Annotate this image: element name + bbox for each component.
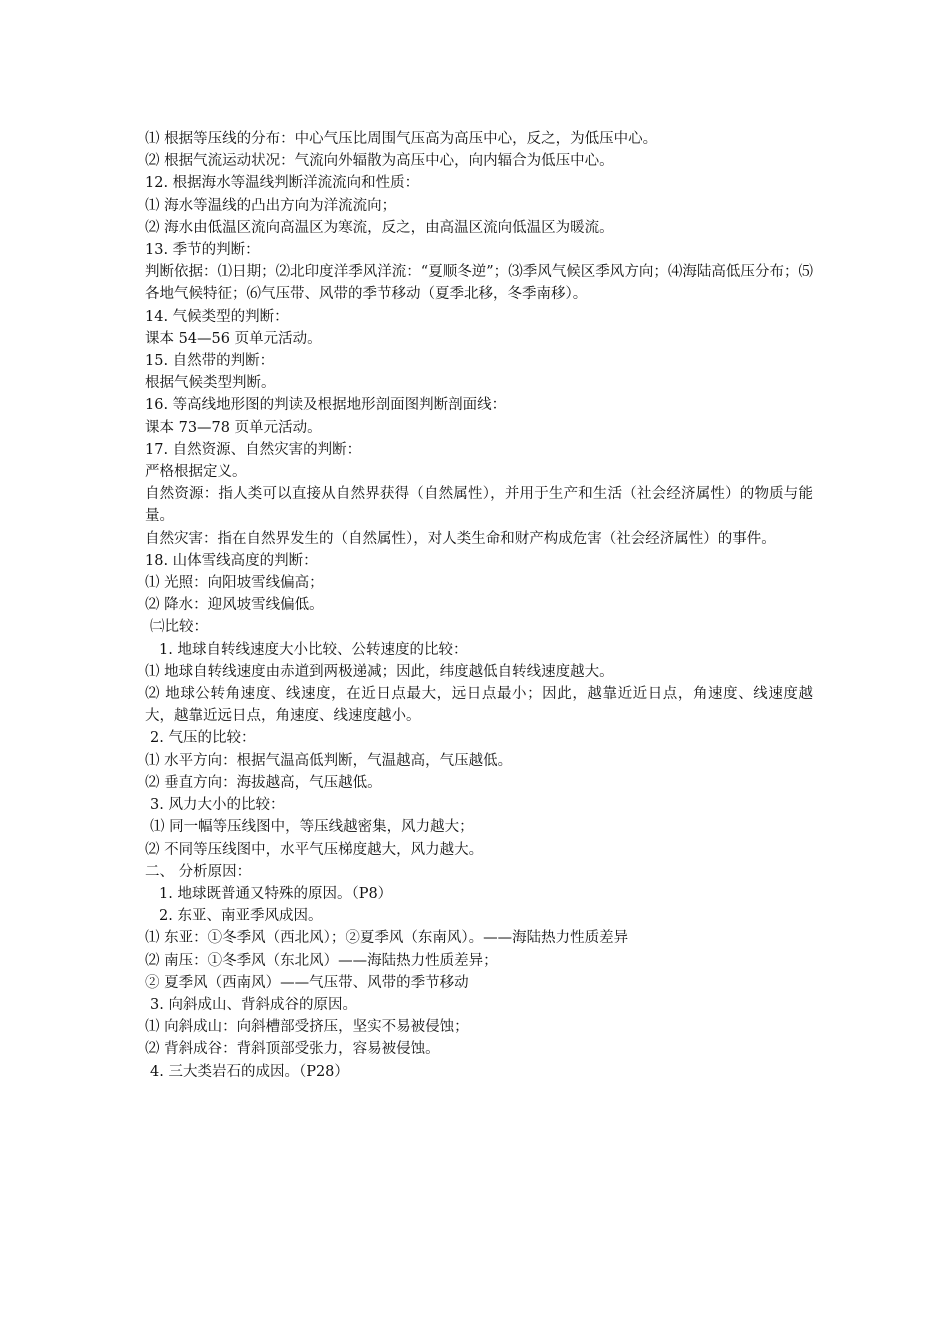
section-heading: 17. 自然资源、自然灾害的判断： [145,441,362,458]
section-heading: ㈡比较： [150,619,208,636]
text-line: ⑵ 不同等压线图中，水平气压梯度越大，风力越大。 [145,841,484,858]
text-line: ⑴ 海水等温线的凸出方向为洋流流向； [145,197,397,214]
text-line: 严格根据定义。 [145,464,247,481]
document-page [145,128,813,1083]
text-line: ⑴ 水平方向：根据气温高低判断，气温越高，气压越低。 [145,752,513,769]
text-line: ⑵ 垂直方向：海拔越高，气压越低。 [145,774,382,791]
text-line: ⑴ 向斜成山：向斜槽部受挤压，坚实不易被侵蚀； [145,1019,469,1036]
section-heading: 13. 季节的判断： [145,242,260,259]
section-heading: 14. 气候类型的判断： [145,308,289,325]
text-line: ⑵ 降水：迎风坡雪线偏低。 [145,597,324,614]
text-line: 课本 54—56 页单元活动。 [145,330,322,347]
section-heading: 二、 分析原因： [145,863,252,880]
text-line: ② 夏季风（西南风）——气压带、风带的季节移动 [145,974,469,991]
section-heading: 3. 向斜成山、背斜成谷的原因。 [150,996,357,1013]
paragraph: 判断依据：⑴日期；⑵北印度洋季风洋流：“夏顺冬逆”；⑶季风气候区季风方向；⑷海陆高低压分布；⑸各地气候特征；⑹气压带、风带的季节移动（夏季北移，冬季南移）。 [145,264,813,303]
text-line: 根据气候类型判断。 [145,375,276,392]
text-line: ⑴ 同一幅等压线图中，等压线越密集，风力越大； [150,819,474,836]
text-line: ⑴ 东亚：①冬季风（西北风）；②夏季风（东南风）。——海陆热力性质差异 [145,930,629,947]
section-heading: 2. 气压的比较： [150,730,256,747]
text-line: ⑴ 根据等压线的分布：中心气压比周围气压高为高压中心，反之，为低压中心。 [145,131,658,147]
paragraph: 自然灾害：指在自然界发生的（自然属性），对人类生命和财产构成危害（社会经济属性）的事件。 [145,530,776,547]
section-heading: 18. 山体雪线高度的判断： [145,552,318,569]
section-heading: 12. 根据海水等温线判断洋流流向和性质： [145,175,420,192]
section-heading: 4. 三大类岩石的成因。（P28） [150,1063,349,1080]
text-line: ⑴ 地球自转线速度由赤道到两极递减；因此，纬度越低自转线速度越大。 [145,663,614,680]
text-line: ⑵ 南压：①冬季风（东北风）——海陆热力性质差异； [145,952,498,969]
section-heading: 2. 东亚、南亚季风成因。 [159,908,323,925]
section-heading: 1. 地球既普通又特殊的原因。（P8） [159,885,393,902]
text-line: ⑴ 光照：向阳坡雪线偏高； [145,575,324,592]
text-line: ⑵ 根据气流运动状况：气流向外辐散为高压中心，向内辐合为低压中心。 [145,153,614,170]
paragraph: 自然资源：指人类可以直接从自然界获得（自然属性），并用于生产和生活（社会经济属性）的物质与能量。 [145,486,813,525]
paragraph: ⑵ 地球公转角速度、线速度，在近日点最大，远日点最小；因此，越靠近近日点，角速度、线速度越大，越靠近远日点，角速度、线速度越小。 [145,686,813,725]
text-line: ⑵ 背斜成谷：背斜顶部受张力，容易被侵蚀。 [145,1041,440,1058]
section-heading: 16. 等高线地形图的判读及根据地形剖面图判断剖面线： [145,397,507,414]
text-line: ⑵ 海水由低温区流向高温区为寒流，反之，由高温区流向低温区为暖流。 [145,219,614,236]
text-line: 课本 73—78 页单元活动。 [145,419,322,436]
section-heading: 1. 地球自转线速度大小比较、公转速度的比较： [159,641,468,658]
section-heading: 3. 风力大小的比较： [150,797,285,814]
section-heading: 15. 自然带的判断： [145,353,275,370]
